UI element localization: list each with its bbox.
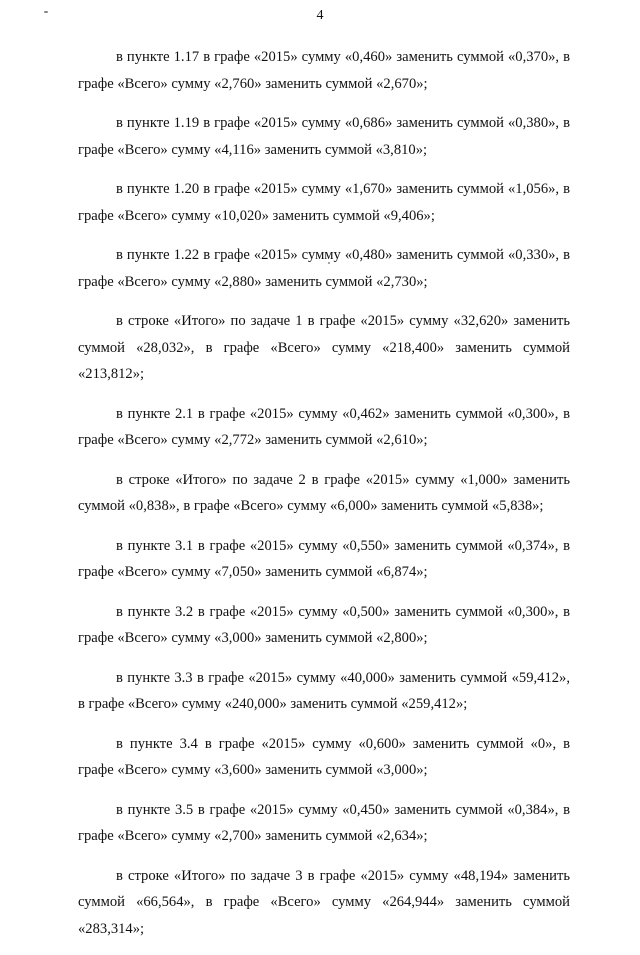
total-paragraph: в строке «Итого» по задаче 1 в графе «2015» сумму «32,620» заменить суммой «28,032», в графе «Всего» сумму «218,400» заменить суммой «213,812»;	[78, 313, 570, 382]
amendment-paragraph: в пункте 3.5 в графе «2015» сумму «0,450» заменить суммой «0,384», в графе «Всего» сумму «2,700» заменить суммой «2,634»;	[78, 801, 570, 844]
document-body	[78, 44, 570, 955]
amendment-paragraph: в пункте 3.1 в графе «2015» сумму «0,550» заменить суммой «0,374», в графе «Всего» сумму «7,050» заменить суммой «6,874»;	[78, 537, 570, 580]
total-paragraph: в строке «Итого» по задаче 3 в графе «2015» сумму «48,194» заменить суммой «66,564», в графе «Всего» сумму «264,944» заменить суммой «283,314»;	[78, 867, 570, 937]
amendment-paragraph: в пункте 2.1 в графе «2015» сумму «0,462» заменить суммой «0,300», в графе «Всего» сумму «2,772» заменить суммой «2,610»;	[78, 405, 570, 448]
total-paragraph: в строке «Итого» по задаче 2 в графе «2015» сумму «1,000» заменить суммой «0,838», в графе «Всего» сумму «6,000» заменить суммой «5,838»;	[78, 471, 570, 514]
page-number: 4	[316, 8, 324, 23]
amendment-paragraph: в пункте 1.17 в графе «2015» сумму «0,460» заменить суммой «0,370», в графе «Всего» сумму «2,760» заменить суммой «2,670»;	[78, 49, 570, 92]
amendment-paragraph: в пункте 3.3 в графе «2015» сумму «40,000» заменить суммой «59,412», в графе «Всего» сумму «240,000» заменить суммой «259,412»;	[78, 669, 570, 712]
amendment-paragraph: в пункте 3.2 в графе «2015» сумму «0,500» заменить суммой «0,300», в графе «Всего» сумму «3,000» заменить суммой «2,800»;	[78, 603, 570, 646]
amendment-paragraph: в пункте 1.22 в графе «2015» сумму «0,480» заменить суммой «0,330», в графе «Всего» сумму «2,880» заменить суммой «2,730»;	[78, 247, 570, 290]
amendment-paragraph: в пункте 1.19 в графе «2015» сумму «0,686» заменить суммой «0,380», в графе «Всего» сумму «4,116» заменить суммой «3,810»;	[78, 115, 570, 158]
amendment-paragraph: в пункте 3.4 в графе «2015» сумму «0,600» заменить суммой «0», в графе «Всего» сумму «3,600» заменить суммой «3,000»;	[78, 735, 570, 778]
amendment-paragraph: в пункте 1.20 в графе «2015» сумму «1,670» заменить суммой «1,056», в графе «Всего» сумму «10,020» заменить суммой «9,406»;	[78, 181, 570, 224]
